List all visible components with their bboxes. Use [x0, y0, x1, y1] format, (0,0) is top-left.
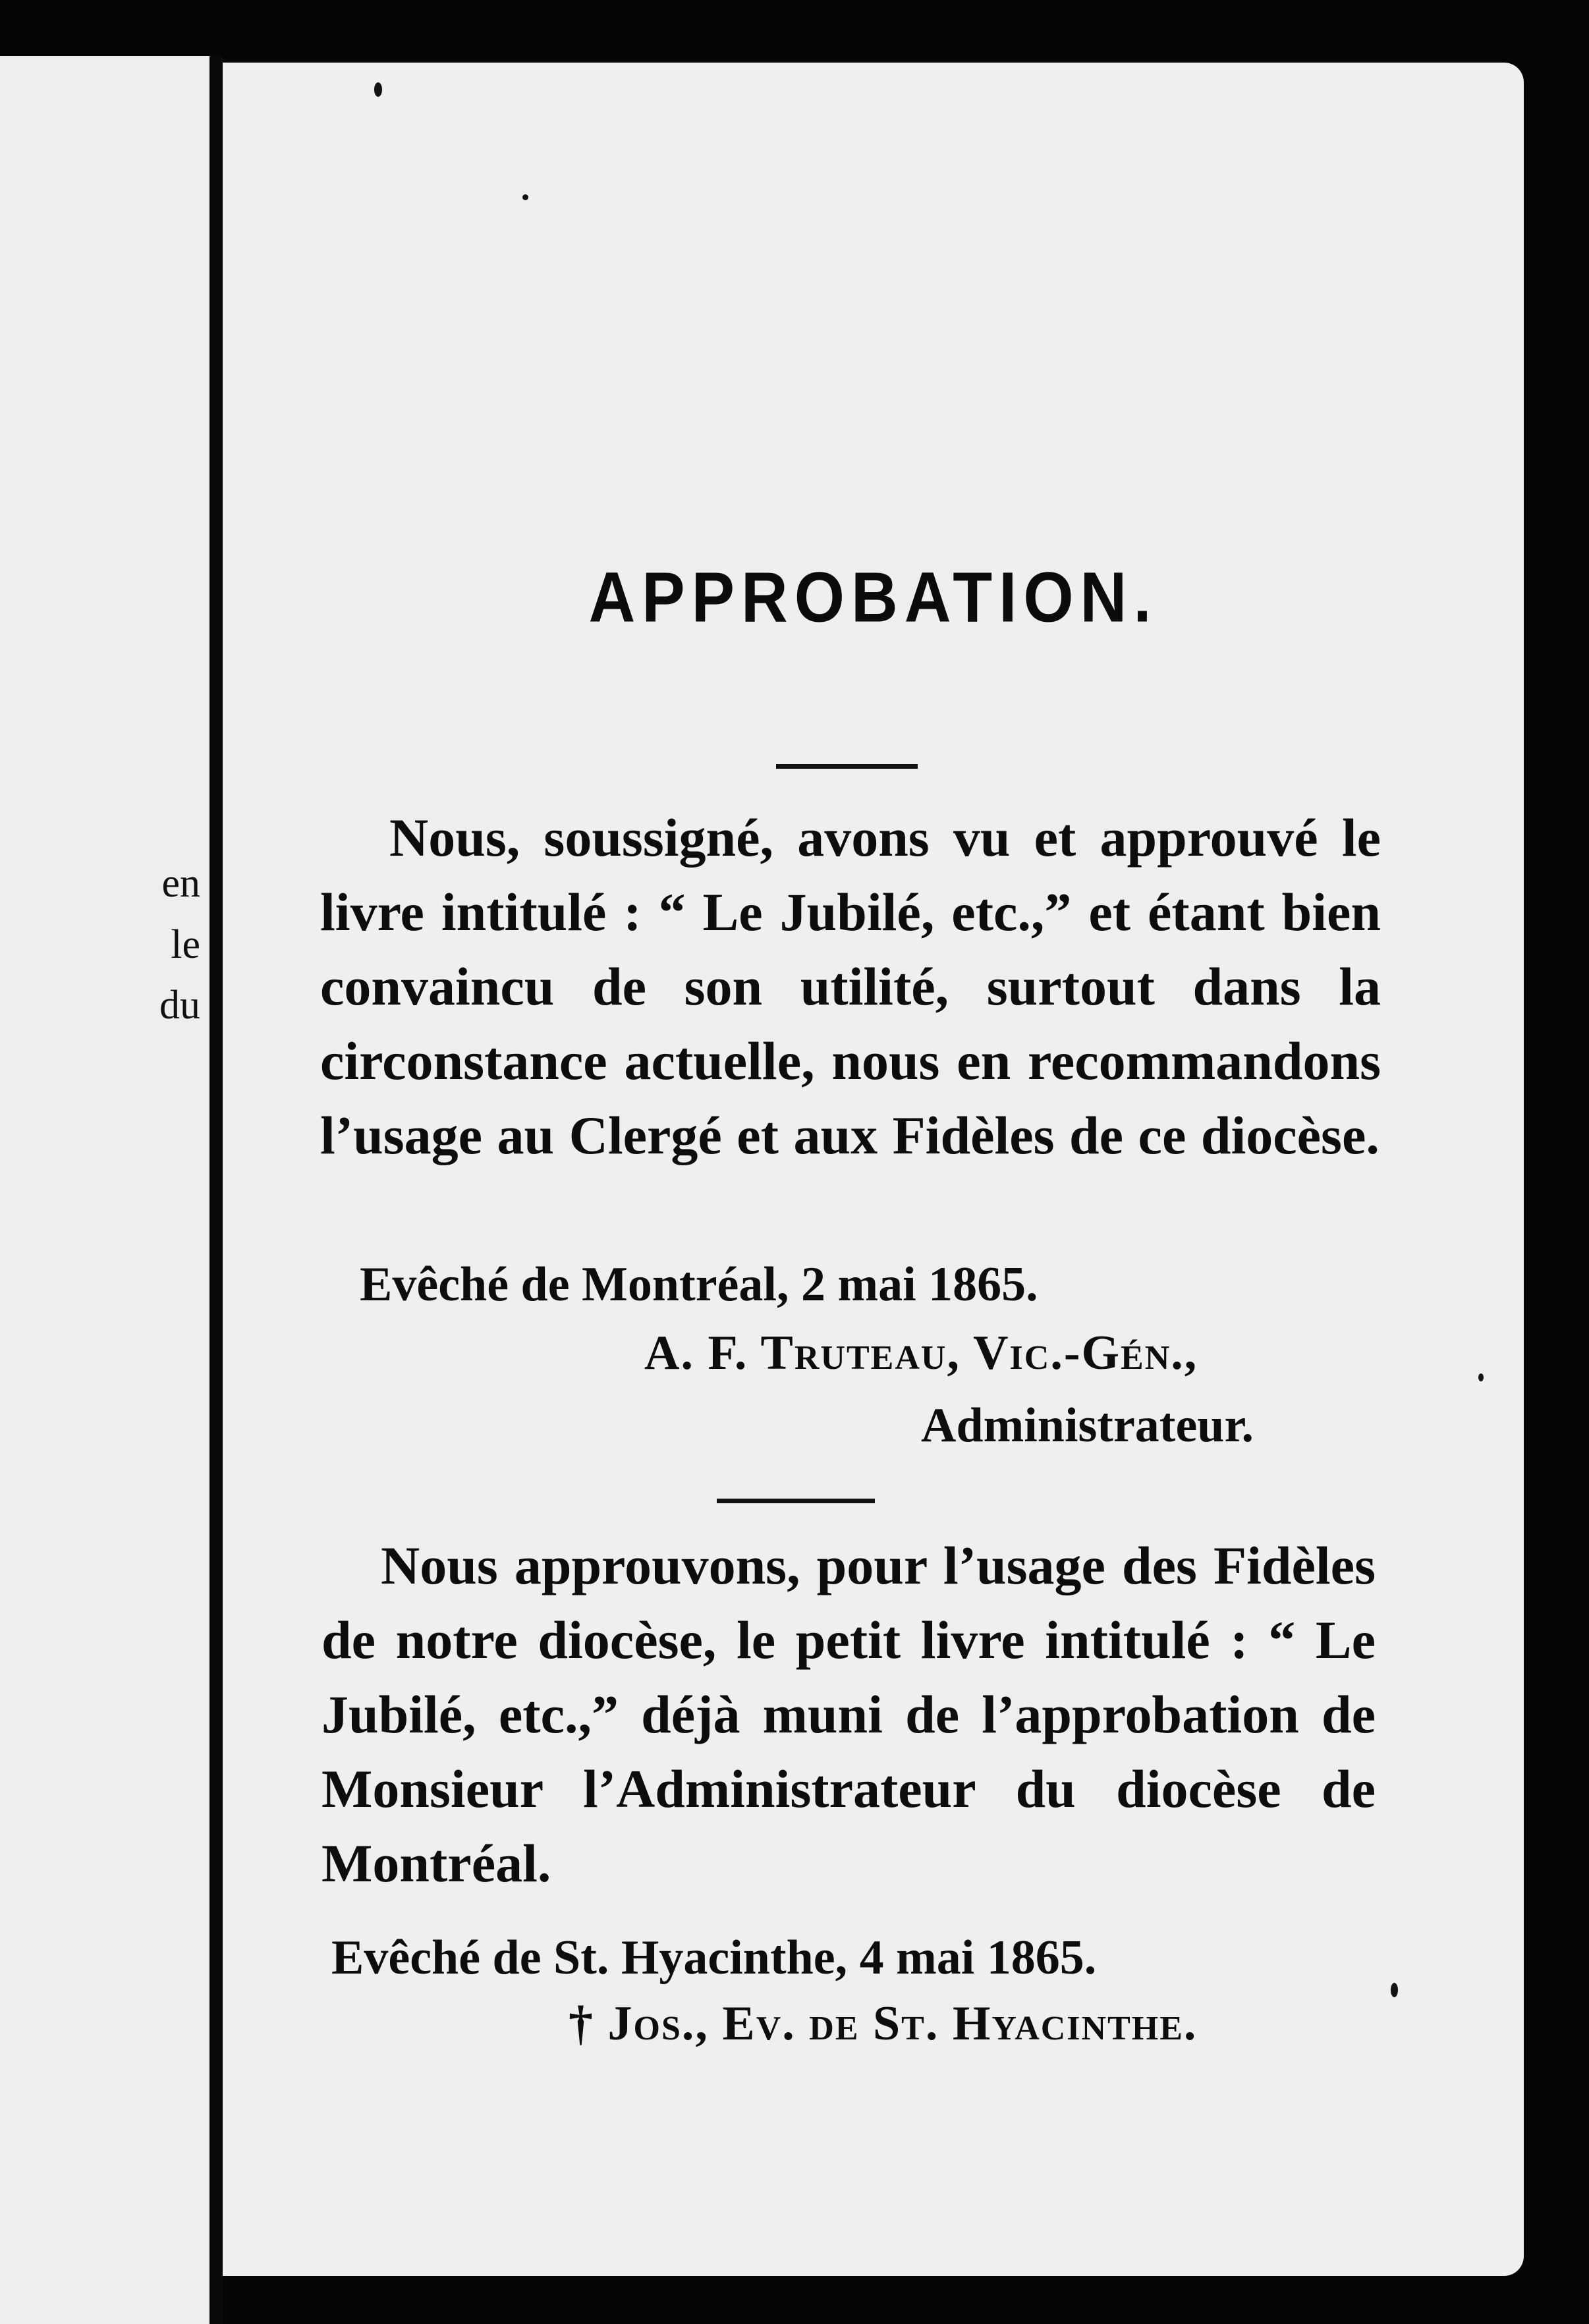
- approval-paragraph-st-hyacinthe: Nous approuvons, pour l’usage des Fidèles de notre diocèse, le petit livre intitulé : “ Le Jubilé, etc.,” déjà muni de l’approbation de Monsieur l’Administrateur du diocèse de Montréal.: [321, 1536, 1376, 1893]
- left-page-text-fragment: le: [171, 922, 200, 967]
- section-divider: [717, 1499, 875, 1503]
- left-page-fragment: [0, 56, 209, 2324]
- ink-speck: [374, 82, 382, 97]
- approval-date-montreal: Evêché de Montréal, 2 mai 1865.: [360, 1258, 1038, 1312]
- left-page-text-fragment: en: [161, 861, 200, 906]
- signatory-bishop: † Jos., Ev. de St. Hyacinthe.: [569, 1997, 1198, 2051]
- section-divider: [776, 764, 918, 769]
- left-page-text-fragment: du: [159, 983, 200, 1028]
- signatory-truteau: A. F. Truteau, Vic.-Gén.,: [644, 1326, 1198, 1380]
- ink-speck: [1391, 1983, 1398, 1997]
- page-title: APPROBATION.: [588, 557, 1158, 637]
- approval-paragraph-montreal: Nous, soussigné, avons vu et approuvé le livre intitulé : “ Le Jubilé, etc.,” et étant bien convaincu de son utilité, surtout dans la circonstance actuelle, nous en recommandons l’usage au Clergé et aux Fidèles de ce diocèse.: [320, 808, 1381, 1165]
- book-page: [223, 63, 1524, 2276]
- book-gutter: [211, 56, 223, 2324]
- signatory-role: Administrateur.: [921, 1398, 1254, 1452]
- ink-speck: [1478, 1373, 1484, 1381]
- approval-date-st-hyacinthe: Evêché de St. Hyacinthe, 4 mai 1865.: [331, 1931, 1097, 1985]
- ink-speck: [522, 194, 528, 200]
